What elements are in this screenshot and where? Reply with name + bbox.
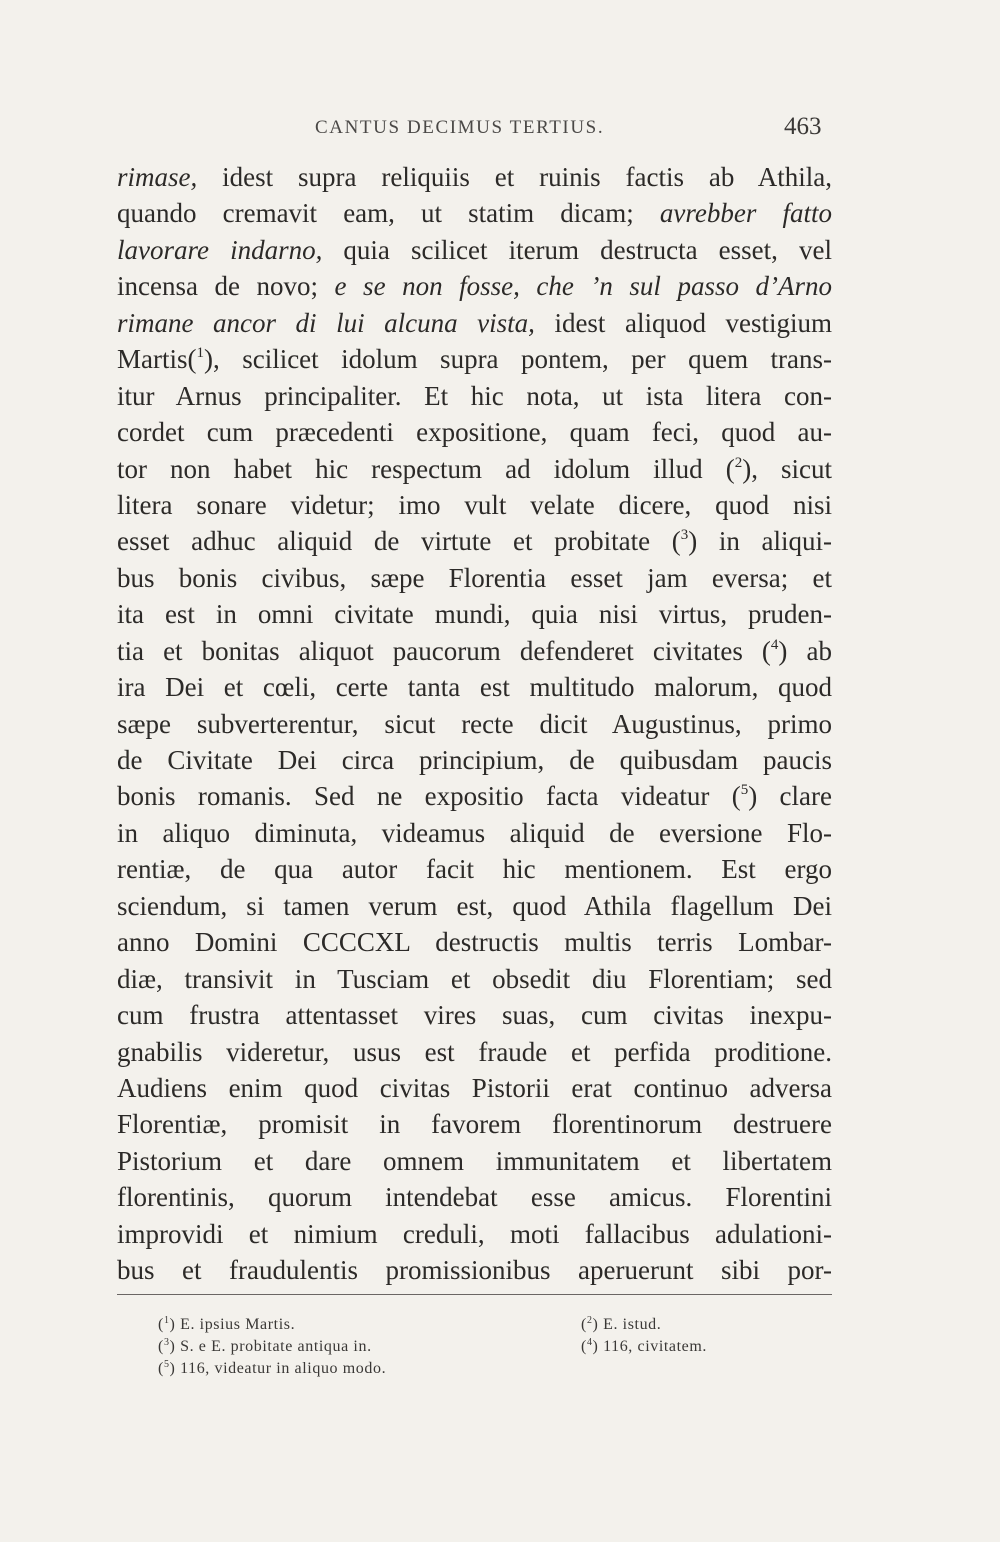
- italic-phrase: e se non fosse, che ’n sul passo d’Arno: [334, 271, 832, 302]
- footnote-divider: [117, 1294, 832, 1295]
- footnote-row: [158, 1358, 838, 1380]
- text-line-9: tor non habet hic respectum ad idolum illud ($^2$), sicut: [117, 453, 832, 484]
- text-line-4: incensa de novo; e se non fosse, che ’n sul passo d’Arno: [117, 271, 832, 302]
- footnote-2: ($^2$) E. istud.: [581, 1315, 662, 1333]
- footnote-ref: 1: [196, 345, 204, 362]
- text-line-21: sciendum, si tamen verum est, quod Athila flagellum Dei: [117, 890, 832, 921]
- text-line-8: cordet cum præcedenti expositione, quam feci, quod au-: [117, 417, 832, 448]
- body-text: [117, 159, 832, 1289]
- running-title: CANTUS DECIMUS TERTIUS.: [315, 117, 605, 138]
- footnote-5: ($^5$) 116, videatur in aliquo modo.: [158, 1359, 387, 1377]
- text-line-18: bonis romanis. Sed ne expositio facta videatur ($^5$) clare: [117, 781, 832, 812]
- text-line-15: ira Dei et cœli, certe tanta est multitudo malorum, quod: [117, 672, 832, 703]
- text-line-30: improvidi et nimium creduli, moti fallacibus adulationi-: [117, 1218, 832, 1249]
- italic-phrase: rimane ancor di lui alcuna vista,: [117, 307, 535, 338]
- text-line-26: Audiens enim quod civitas Pistorii erat continuo adversa: [117, 1072, 832, 1103]
- footnote-ref: 2: [734, 454, 743, 471]
- text-line-31: bus et fraudulentis promissionibus aperuerunt sibi por-: [117, 1255, 832, 1286]
- text-line-19: in aliquo diminuta, videamus aliquid de eversione Flo-: [117, 817, 832, 848]
- text-line-17: de Civitate Dei circa principium, de quibusdam paucis: [117, 745, 832, 775]
- running-head: [0, 113, 1000, 147]
- text-line-2: quando cremavit eam, ut statim dicam; avrebber fatto: [117, 198, 833, 229]
- text-line-5: rimane ancor di lui alcuna vista, idest aliquod vestigium: [117, 307, 832, 338]
- footnotes: [158, 1314, 838, 1380]
- text-line-27: Florentiæ, promisit in favorem florentinorum destruere: [117, 1109, 832, 1140]
- footnote-ref: 5: [740, 782, 749, 799]
- text-line-10: litera sonare videtur; imo vult velate dicere, quod nisi: [117, 489, 832, 520]
- text-line-7: itur Arnus principaliter. Et hic nota, ut ista litera con-: [117, 380, 832, 411]
- text-line-24: cum frustra attentasset vires suas, cum civitas inexpu-: [117, 1000, 832, 1031]
- text-line-14: tia et bonitas aliquot paucorum defenderet civitates ($^4$) ab: [117, 635, 832, 666]
- text-line-1: rimase, idest supra reliquiis et ruinis factis ab Athila,: [117, 162, 832, 192]
- footnote-row: [158, 1336, 838, 1358]
- text-line-11: esset adhuc aliquid de virtute et probitate ($^3$) in aliqui-: [117, 526, 833, 557]
- italic-phrase: lavorare indarno,: [117, 234, 323, 265]
- text-line-25: gnabilis videretur, usus est fraude et perfida proditione.: [117, 1036, 832, 1067]
- page-number: 463: [784, 113, 822, 140]
- footnote-1: ($^1$) E. ipsius Martis.: [158, 1315, 296, 1333]
- text-line-16: sæpe subverterentur, sicut recte dicit Augustinus, primo: [117, 708, 832, 739]
- text-line-13: ita est in omni civitate mundi, quia nisi virtus, pruden-: [117, 599, 832, 630]
- footnote-row: [158, 1314, 838, 1336]
- text-line-29: florentinis, quorum intendebat esse amicus. Florentini: [117, 1182, 832, 1213]
- italic-phrase: avrebber fatto: [659, 198, 833, 229]
- text-line-20: rentiæ, de qua autor facit hic mentionem. Est ergo: [117, 854, 832, 885]
- text-line-28: Pistorium et dare omnem immunitatem et libertatem: [117, 1145, 832, 1176]
- footnote-ref: 4: [770, 636, 779, 653]
- text-line-3: lavorare indarno, quia scilicet iterum destructa esset, vel: [117, 234, 832, 265]
- footnote-ref: 3: [680, 527, 689, 544]
- footnote-4: ($^4$) 116, civitatem.: [581, 1337, 708, 1355]
- italic-phrase: rimase,: [117, 162, 198, 192]
- text-line-12: bus bonis civibus, sæpe Florentia esset jam eversa; et: [117, 562, 832, 593]
- text-line-6: Martis($^1$), scilicet idolum supra pontem, per quem trans-: [117, 344, 832, 375]
- text-line-23: diæ, transivit in Tusciam et obsedit diu Florentiam; sed: [117, 963, 832, 994]
- footnote-3: ($^3$) S. e E. probitate antiqua in.: [158, 1337, 372, 1355]
- text-line-22: anno Domini CCCCXL destructis multis terris Lombar-: [117, 927, 832, 958]
